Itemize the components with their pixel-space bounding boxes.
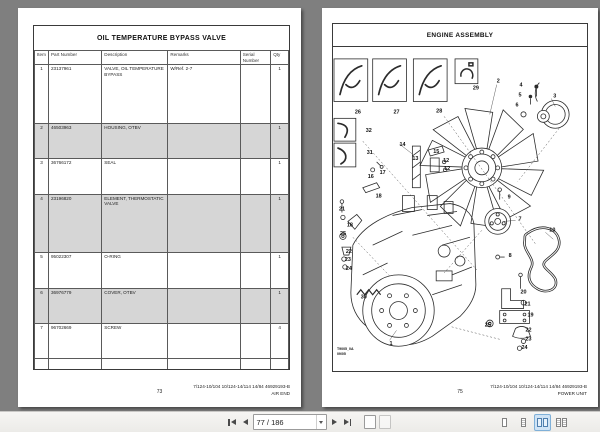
first-page-button[interactable] [226, 415, 238, 429]
part-callout-18: 18 [375, 193, 382, 200]
clamp-detail-box [455, 59, 478, 84]
part-callout-23: 23 [344, 257, 351, 264]
cell-item: 3 [35, 159, 49, 194]
part-callout-24: 24 [345, 265, 352, 272]
table-row [35, 124, 289, 159]
cell-serial [240, 124, 270, 159]
layout-two-page-continuous-button[interactable] [553, 414, 570, 431]
cell-part: 46503963 [48, 124, 101, 159]
engine-assembly-diagram [333, 47, 587, 371]
viewer-statusbar [0, 411, 600, 432]
fan-clutch [518, 83, 569, 129]
part-callout-6: 6 [515, 102, 519, 109]
col-item: Item [35, 51, 49, 65]
col-description: Description [102, 51, 168, 65]
last-page-button[interactable] [342, 415, 354, 429]
drive-belt [524, 228, 559, 291]
right-page-footer [332, 382, 588, 398]
fan [420, 108, 544, 227]
col-serial-number: Serial Number [240, 51, 270, 65]
table-row [35, 65, 289, 124]
part-callout-8: 8 [508, 253, 512, 260]
part-callout-12: 12 [443, 157, 450, 164]
part-callout-21: 21 [524, 301, 531, 308]
prev-page-button[interactable] [241, 415, 250, 429]
left-mount-parts [340, 200, 381, 295]
part-callout-2: 2 [496, 78, 500, 85]
right-page-number: 75 [457, 389, 463, 395]
table-header-row [35, 51, 289, 65]
part-callout-21: 21 [338, 206, 346, 213]
cell-item: 4 [35, 194, 49, 253]
cell-remarks: W/Ref. 2-7 [168, 65, 240, 124]
cell-desc: COVER, OTBV [102, 288, 168, 323]
col-part-number: Part Number [48, 51, 101, 65]
layout-continuous-button[interactable] [515, 414, 532, 431]
hose-illustration [338, 66, 441, 164]
cell-item: 6 [35, 288, 49, 323]
layout-two-page-icon [537, 418, 542, 427]
cell-item: 5 [35, 253, 49, 288]
layout-single-icon [502, 418, 507, 427]
cell-remarks [168, 253, 240, 288]
cell-serial [240, 194, 270, 253]
col-remarks: Remarks [168, 51, 240, 65]
cell-item: 7 [35, 323, 49, 358]
layout-two-page-continuous-icon [556, 418, 561, 427]
hose-detail-box [373, 59, 407, 102]
cell-desc: SCREW [102, 323, 168, 358]
part-callout-20: 20 [520, 289, 527, 296]
table-row [35, 288, 289, 323]
first-page-icon [228, 419, 230, 426]
parts-table [34, 50, 289, 369]
cell-remarks [168, 323, 240, 358]
table-row [35, 159, 289, 194]
cell-serial [240, 288, 270, 323]
left-page-number: 73 [156, 389, 163, 395]
hose-detail-box [413, 59, 447, 102]
pulley [485, 209, 511, 235]
cell-qty: 1 [271, 159, 289, 194]
figure-code: 09/05 [336, 352, 346, 357]
part-callout-4: 4 [519, 82, 523, 89]
cell-part: 96702669 [48, 323, 101, 358]
cell-remarks [168, 288, 240, 323]
part-callout-18: 18 [346, 222, 353, 229]
page-dropdown-caret-icon [319, 421, 323, 424]
part-callout-23: 23 [525, 336, 532, 343]
cell-part: 36976779 [48, 288, 101, 323]
right-section-label: POWER UNIT [557, 391, 587, 397]
table-row [35, 323, 289, 358]
cell-remarks [168, 124, 240, 159]
cell-remarks [168, 194, 240, 253]
left-page-title: OIL TEMPERATURE BYPASS VALVE [96, 34, 227, 42]
part-callout-17: 17 [379, 169, 386, 176]
part-callout-30: 30 [360, 294, 367, 301]
part-callout-22: 22 [525, 327, 532, 334]
part-callout-7: 7 [518, 216, 522, 223]
figure-box [332, 23, 588, 372]
left-page [18, 8, 301, 407]
layout-continuous-icon [521, 418, 526, 427]
part-callout-1: 1 [389, 341, 393, 348]
parts-table-box [33, 25, 290, 370]
cell-item: 1 [35, 65, 49, 124]
part-callout-24: 24 [521, 345, 528, 352]
right-mount-parts [486, 273, 530, 350]
page-layout-buttons [496, 412, 570, 432]
cell-qty: 1 [271, 124, 289, 159]
cell-qty: 1 [271, 288, 289, 323]
cell-item: 2 [35, 124, 49, 159]
cell-desc: SEAL [102, 159, 168, 194]
part-callout-19: 19 [527, 312, 534, 319]
cell-part: 23196820 [48, 194, 101, 253]
part-callout-22: 22 [345, 249, 352, 256]
cell-desc: ELEMENT, THERMOSTATIC VALVE [102, 194, 168, 253]
part-callout-27: 27 [393, 109, 400, 116]
part-callout-9: 9 [507, 194, 511, 201]
cell-serial [240, 159, 270, 194]
layout-two-page-button[interactable] [534, 414, 551, 431]
cell-part: 95022307 [48, 253, 101, 288]
page-number-value: 77 / 186 [256, 417, 284, 427]
part-callout-12: 12 [444, 165, 451, 172]
table-row [35, 194, 289, 253]
page-navigation [226, 412, 391, 432]
cell-desc: VALVE, OIL TEMPERATURE BYPASS [102, 65, 168, 124]
part-callout-28: 28 [436, 108, 443, 115]
cell-qty: 4 [271, 323, 289, 358]
cell-serial [240, 253, 270, 288]
cell-part: 23137961 [48, 65, 101, 124]
left-page-footer [28, 382, 291, 398]
right-model-codes: 7/124-10/104 10/124-14/114 14/84 46929193-B [490, 384, 587, 390]
part-callout-26: 26 [354, 109, 361, 116]
bolt [496, 255, 505, 259]
cell-part: 36766172 [48, 159, 101, 194]
table-row [35, 253, 289, 288]
cell-desc: HOUSING, OTBV [102, 124, 168, 159]
part-callout-14: 14 [399, 142, 406, 149]
page-dropdown-button[interactable] [316, 415, 326, 429]
cell-serial [240, 65, 270, 124]
cell-serial [240, 323, 270, 358]
part-callout-3: 3 [553, 93, 557, 100]
part-callout-25: 25 [339, 231, 347, 238]
cell-qty: 1 [271, 194, 289, 253]
col-qty: Qty [271, 51, 289, 65]
part-callout-25: 25 [484, 322, 491, 329]
cell-desc: O-RING [102, 253, 168, 288]
part-callout-15: 15 [433, 149, 440, 156]
cell-qty: 1 [271, 253, 289, 288]
engine-block [351, 193, 476, 347]
figure-code: T9005_0A [336, 347, 354, 352]
right-page [322, 8, 598, 407]
part-callout-13: 13 [412, 155, 419, 162]
last-page-icon [344, 419, 349, 425]
page-number-input[interactable] [253, 414, 327, 430]
table-filler-row [35, 359, 289, 369]
left-model-codes: 7/124-10/104 10/124-14/114 14/84 46929193-B [193, 384, 290, 390]
layout-single-button[interactable] [496, 414, 513, 431]
part-callout-5: 5 [518, 92, 522, 99]
right-page-title: ENGINE ASSEMBLY [333, 24, 587, 47]
left-section-label: AIR END [271, 391, 290, 397]
prev-view-button[interactable] [364, 415, 376, 429]
next-page-button[interactable] [330, 415, 339, 429]
part-callout-10: 10 [549, 227, 556, 234]
hose-detail-box [334, 59, 368, 102]
part-callout-29: 29 [472, 85, 479, 92]
clamp-illustration [461, 63, 473, 79]
part-callout-31: 31 [366, 150, 373, 157]
cell-remarks [168, 159, 240, 194]
part-callout-16: 16 [367, 173, 374, 180]
next-page-icon [332, 419, 337, 425]
part-callout-32: 32 [365, 128, 372, 135]
prev-page-icon [243, 419, 248, 425]
next-view-button[interactable] [379, 415, 391, 429]
cell-qty: 1 [271, 65, 289, 124]
